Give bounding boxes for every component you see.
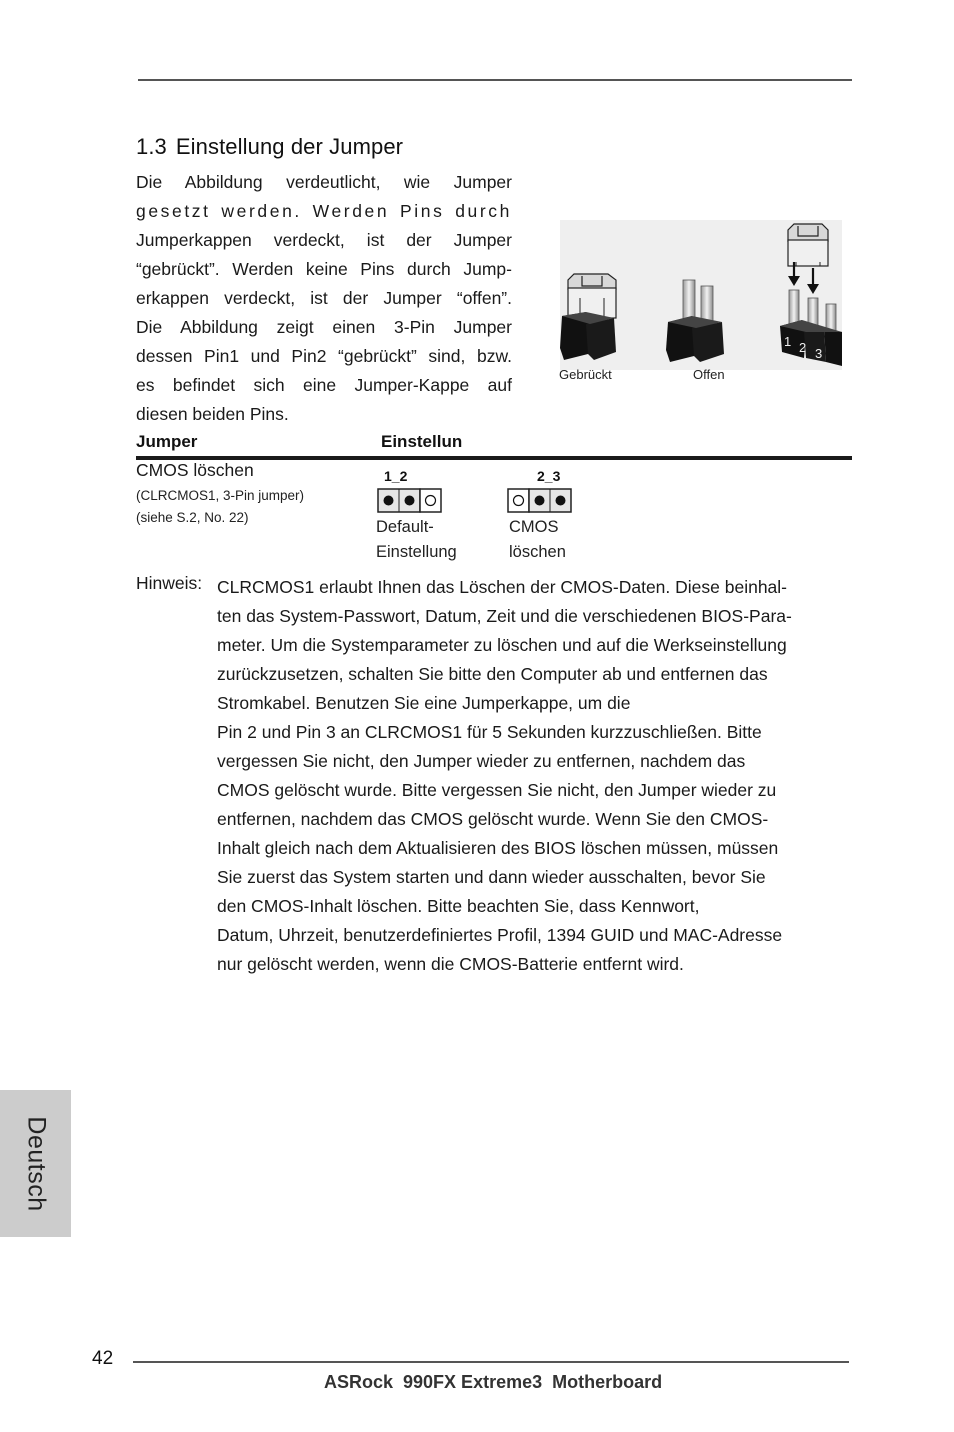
intro-paragraph: [136, 168, 512, 429]
setting-a-label-2: Einstellung: [376, 543, 457, 561]
intro-line: es befindet sich eine Jumper-Kappe auf: [136, 375, 512, 395]
note-line: den CMOS-Inhalt löschen. Bitte beachten Sie, dass Kennwort,: [217, 896, 700, 916]
note-line: ten das System-Passwort, Datum, Zeit und die verschiedenen BIOS-Para-: [217, 606, 792, 626]
jumper-figure: [560, 220, 842, 370]
jumper-id: (CLRCMOS1, 3-Pin jumper): [136, 488, 305, 503]
pin-number-2: 2: [799, 340, 807, 355]
intro-line: Jumperkappen verdeckt, ist der Jumper: [136, 230, 512, 250]
language-side-tab: [0, 1090, 71, 1237]
page-number: 42: [92, 1348, 114, 1369]
table-header-jumper: Jumper: [136, 432, 198, 451]
setting-a-pins: 1_2: [384, 468, 408, 484]
section-heading: [136, 134, 403, 160]
intro-line: erkappen verdeckt, ist der Jumper “offen”.: [136, 288, 512, 308]
table-header-setting: Einstellun: [381, 432, 463, 451]
header-rule: [138, 79, 852, 81]
pin-number-3: 3: [815, 346, 823, 361]
note-line: entfernen, nachdem das CMOS gelöscht wurde. Wenn Sie den CMOS-: [217, 809, 769, 829]
note-line: Stromkabel. Benutzen Sie eine Jumperkappe, um die: [217, 693, 631, 713]
pin-diagram-clear-cmos: [507, 488, 573, 513]
setting-a-label-1: Default-: [376, 518, 434, 536]
intro-line: dessen Pin1 und Pin2 “gebrückt” sind, bzw.: [136, 346, 512, 366]
jumper-reference: (siehe S.2, No. 22): [136, 510, 249, 525]
note-line: vergessen Sie nicht, den Jumper wieder zu entfernen, nachdem das: [217, 751, 746, 771]
setting-b-label-2: löschen: [509, 543, 566, 561]
note-line: meter. Um die Systemparameter zu löschen und auf die Werkseinstellung: [217, 635, 787, 655]
shorted-jumper-icon: [560, 274, 616, 360]
note-line: zurückzusetzen, schalten Sie bitte den Computer ab und entfernen das: [217, 664, 768, 684]
jumper-name: CMOS löschen: [136, 460, 254, 480]
intro-line: “gebrückt”. Werden keine Pins durch Jump-: [136, 259, 512, 279]
note-line: Datum, Uhrzeit, benutzerdefiniertes Profil, 1394 GUID und MAC-Adresse: [217, 925, 783, 945]
figure-label-open: Offen: [693, 367, 725, 382]
three-pin-jumper-icon: [780, 224, 842, 366]
intro-line: diesen beiden Pins.: [136, 404, 289, 424]
figure-label-shorted: Gebrückt: [559, 367, 612, 382]
note-line: nur gelöscht werden, wenn die CMOS-Batterie entfernt wird.: [217, 954, 684, 974]
section-title: Einstellung der Jumper: [175, 134, 404, 159]
setting-b-label-1: CMOS: [509, 518, 559, 536]
intro-line: Die Abbildung zeigt einen 3-Pin Jumper: [136, 317, 512, 337]
section-number: 1.3: [136, 134, 167, 159]
note-line: CMOS gelöscht wurde. Bitte vergessen Sie nicht, den Jumper wieder zu: [217, 780, 777, 800]
footer-rule: [133, 1361, 849, 1363]
note-line: CLRCMOS1 erlaubt Ihnen das Löschen der CMOS-Daten. Diese beinhal-: [217, 577, 788, 597]
intro-line: gesetzt werden. Werden Pins durch: [136, 201, 512, 221]
pin-diagram-default: [377, 488, 443, 513]
footer-product-name: ASRock 990FX Extreme3 Motherboard: [324, 1372, 663, 1392]
note-label: Hinweis:: [136, 573, 203, 593]
jumper-illustration: [560, 220, 842, 370]
pin-number-1: 1: [784, 334, 792, 349]
note-text: [217, 573, 853, 979]
note-line: Pin 2 und Pin 3 an CLRCMOS1 für 5 Sekunden kurzzuschließen. Bitte: [217, 722, 762, 742]
note-line: Inhalt gleich nach dem Aktualisieren des BIOS löschen müssen, müssen: [217, 838, 779, 858]
intro-line: Die Abbildung verdeutlicht, wie Jumper: [136, 172, 512, 192]
note-line: Sie zuerst das System starten und dann wieder ausschalten, bevor Sie: [217, 867, 766, 887]
language-label: Deutsch: [22, 1115, 50, 1212]
open-jumper-icon: [666, 280, 724, 362]
setting-b-pins: 2_3: [537, 468, 561, 484]
